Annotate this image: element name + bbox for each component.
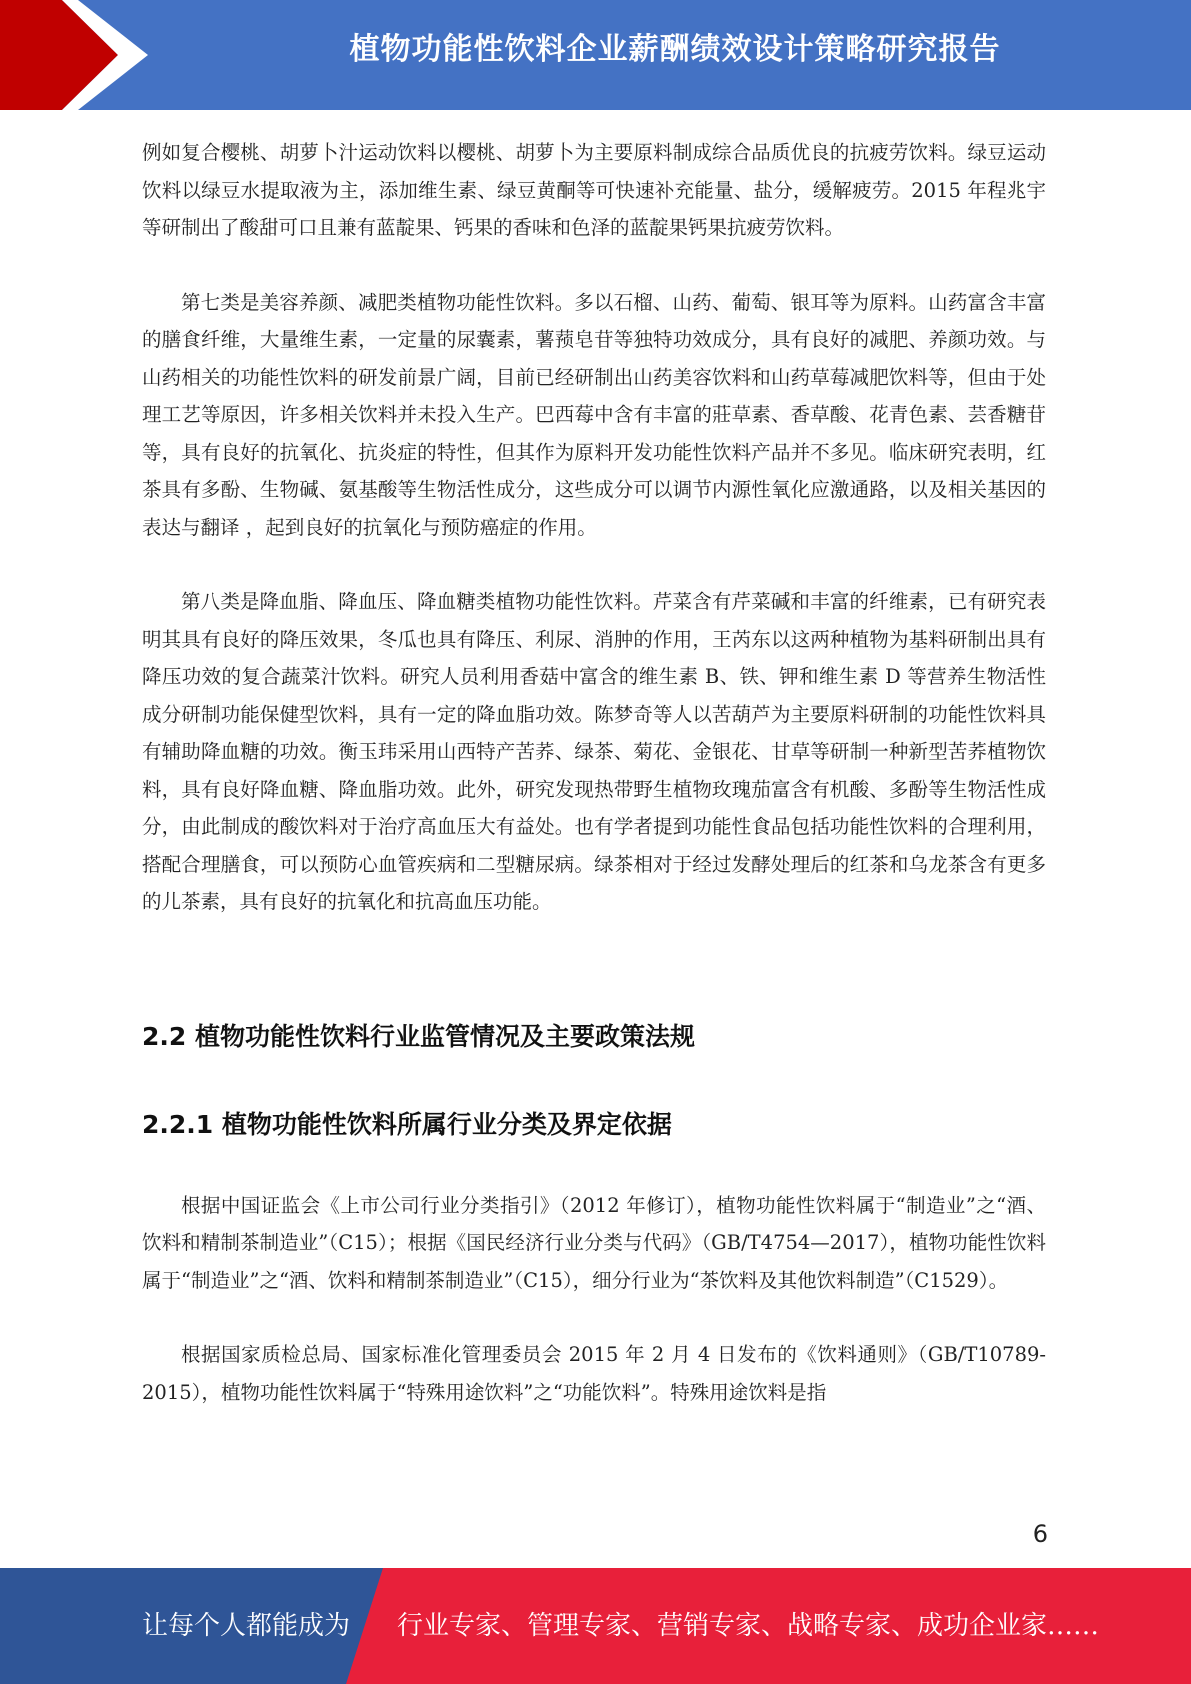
paragraph-industry-classification: 根据中国证监会《上市公司行业分类指引》（2012 年修订），植物功能性饮料属于“制造业”之“酒、饮料和精制茶制造业”（C15）；根据《国民经济行业分类与代码》（GB/T4754—2017），植物功能性饮料属于“制造业”之“酒、饮料和精制茶制造业”（C15），细分行业为“茶饮料及其他饮料制造”（C1529）。	[142, 1193, 1046, 1292]
document-body	[142, 134, 1046, 1411]
report-title: 植物功能性饮料企业薪酬绩效设计策略研究报告	[349, 32, 1001, 67]
page-number: 6	[1032, 1520, 1048, 1548]
page-header	[0, 0, 1191, 110]
footer-slogan-left: 让每个人都能成为	[142, 1611, 351, 1641]
paragraph-beverage-standard: 根据国家质检总局、国家标准化管理委员会 2015 年 2 月 4 日发布的《饮料通则》（GB/T10789-2015），植物功能性饮料属于“特殊用途饮料”之“功能饮料”。特殊用途饮料是指	[142, 1343, 1046, 1404]
subsection-heading: 2.2.1 植物功能性饮料所属行业分类及界定依据	[142, 1109, 672, 1139]
paragraph-sports-drinks: 例如复合樱桃、胡萝卜汁运动饮料以樱桃、胡萝卜为主要原料制成综合品质优良的抗疲劳饮料。绿豆运动饮料以绿豆水提取液为主，添加维生素、绿豆黄酮等可快速补充能量、盐分，缓解疲劳。2015 年程兆宇等研制出了酸甜可口且兼有蓝靛果、钙果的香味和色泽的蓝靛果钙果抗疲劳饮料。	[142, 141, 1046, 239]
paragraph-category-seven: 第七类是美容养颜、减肥类植物功能性饮料。多以石榴、山药、葡萄、银耳等为原料。山药富含丰富的膳食纤维，大量维生素，一定量的尿囊素，薯蓣皂苷等独特功效成分，具有良好的减肥、养颜功效。与山药相关的功能性饮料的研发前景广阔，目前已经研制出山药美容饮料和山药草莓减肥饮料等，但由于处理工艺等原因，许多相关饮料并未投入生产。巴西莓中含有丰富的莊草素、香草酸、花青色素、芸香糖苷等，具有良好的抗氧化、抗炎症的特性，但其作为原料开发功能性饮料产品并不多见。临床研究表明，红茶具有多酚、生物碱、氨基酸等生物活性成分，这些成分可以调节内源性氧化应激通路，以及相关基因的表达与翻译 ，起到良好的抗氧化与预防癌症的作用。	[142, 290, 1046, 539]
page-footer	[0, 1568, 1191, 1684]
section-heading: 2.2 植物功能性饮料行业监管情况及主要政策法规	[142, 1021, 695, 1051]
footer-slogan-right: 行业专家、管理专家、营销专家、战略专家、成功企业家……	[397, 1611, 1100, 1641]
paragraph-category-eight: 第八类是降血脂、降血压、降血糖类植物功能性饮料。芹菜含有芹菜碱和丰富的纤维素，已有研究表明其具有良好的降压效果，冬瓜也具有降压、利尿、消肿的作用，王芮东以这两种植物为基料研制出具有降压功效的复合蔬菜汁饮料。研究人员利用香菇中富含的维生素 B、铁、钾和维生素 D 等营养生物活性成分研制功能保健型饮料，具有一定的降血脂功效。陈梦奇等人以苦葫芦为主要原料研制的功能性饮料具有辅助降血糖的功效。衡玉玮采用山西特产苦荞、绿茶、菊花、金银花、甘草等研制一种新型苦荞植物饮料，具有良好降血糖、降血脂功效。此外，研究发现热带野生植物玫瑰茄富含有机酸、多酚等生物活性成分，由此制成的酸饮料对于治疗高血压大有益处。也有学者提到功能性食品包括功能性饮料的合理利用，搭配合理膳食，可以预防心血管疾病和二型糖尿病。绿茶相对于经过发酵处理后的红茶和乌龙茶含有更多的儿茶素，具有良好的抗氧化和抗高血压功能。	[142, 590, 1046, 913]
